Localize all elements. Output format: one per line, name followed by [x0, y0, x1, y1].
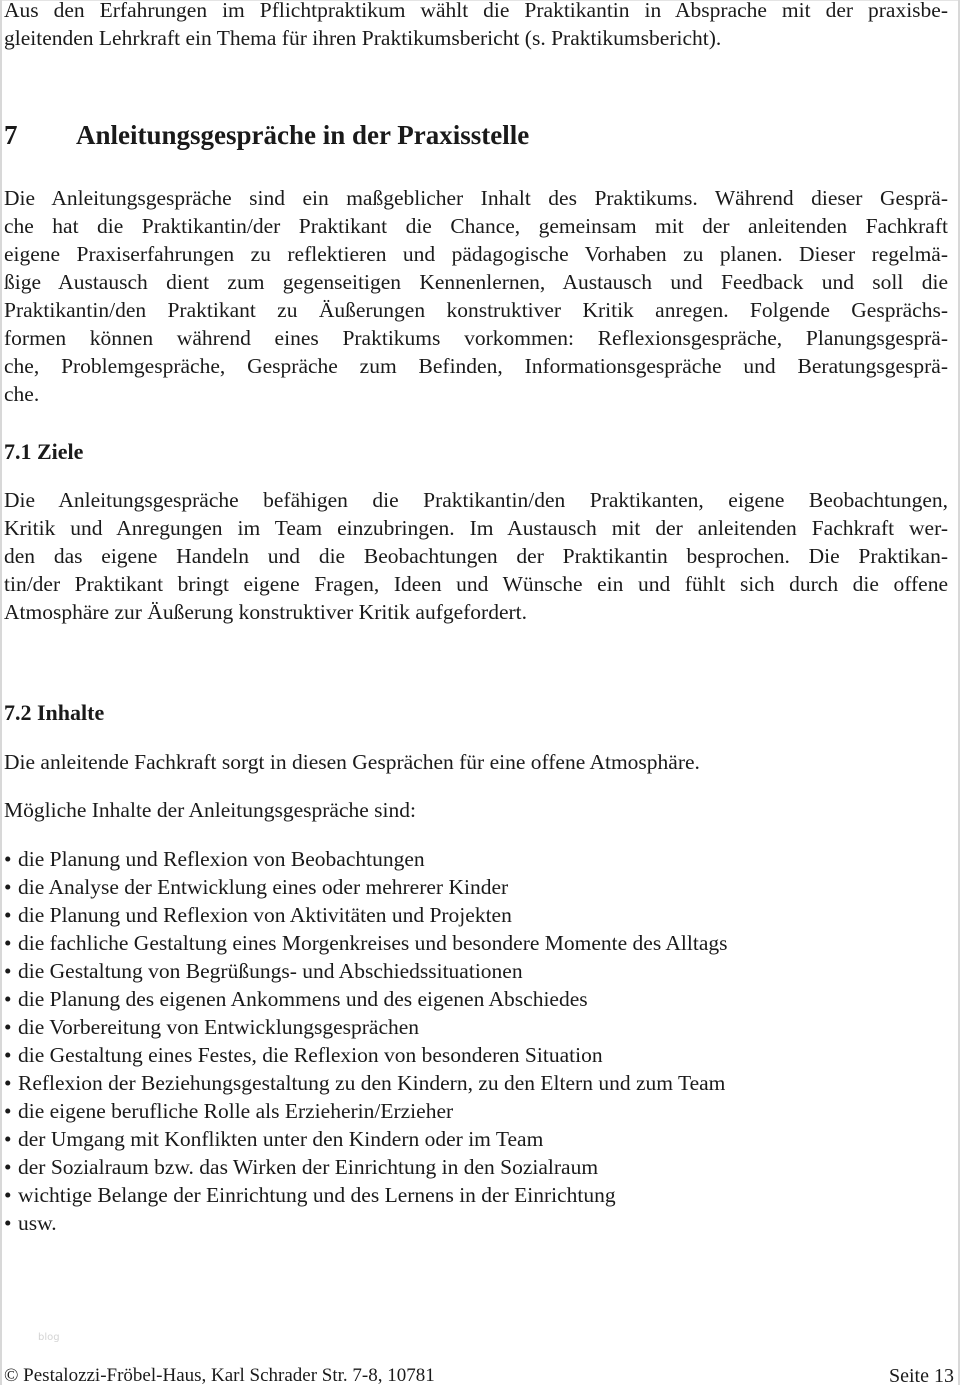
list-item-text: usw.: [18, 1211, 57, 1235]
text-line: Mögliche Inhalte der Anleitungsgespräche sind:: [4, 798, 416, 822]
inhalte-paragraph-2: [4, 796, 948, 824]
list-item: [4, 985, 728, 1013]
list-item-text: wichtige Belange der Einrichtung und des Lernens in der Einrichtung: [18, 1183, 616, 1207]
text-line: den das eigene Handeln und die Beobachtungen der Praktikantin besprochen. Die Praktikan-: [4, 544, 948, 568]
page-border-left: [0, 0, 2, 1385]
watermark-text: blog: [38, 1332, 60, 1343]
footer-page-number: Seite 13: [889, 1365, 954, 1387]
list-item: [4, 957, 728, 985]
text-line: Die anleitende Fachkraft sorgt in diesen Gesprächen für eine offene Atmosphäre.: [4, 750, 700, 774]
list-item-text: die Planung des eigenen Ankommens und des eigenen Abschiedes: [18, 987, 588, 1011]
ziele-paragraph: [4, 486, 948, 626]
text-line: tin/der Praktikant bringt eigene Fragen, Ideen und Wünsche ein und fühlt sich durch die offene: [4, 572, 948, 596]
list-item-text: der Umgang mit Konflikten unter den Kindern oder im Team: [18, 1127, 544, 1151]
text-line: Aus den Erfahrungen im Pflichtpraktikum wählt die Praktikantin in Absprache mit der praxisbe-: [4, 0, 948, 22]
list-item-text: die Planung und Reflexion von Beobachtungen: [18, 847, 425, 871]
list-item: [4, 901, 728, 929]
footer-copyright: © Pestalozzi-Fröbel-Haus, Karl Schrader Str. 7-8, 10781: [4, 1365, 435, 1386]
text-line: gleitenden Lehrkraft ein Thema für ihren Praktikumsbericht (s. Praktikumsbericht).: [4, 26, 722, 50]
section-number: 7: [4, 120, 18, 150]
bullet-icon: •: [4, 959, 12, 983]
list-item: [4, 1125, 728, 1153]
text-line: Die Anleitungsgespräche sind ein maßgeblicher Inhalt des Praktikums. Während dieser Gesprä-: [4, 186, 948, 210]
bullet-icon: •: [4, 987, 12, 1011]
text-line: Die Anleitungsgespräche befähigen die Praktikantin/den Praktikanten, eigene Beobachtungen,: [4, 488, 948, 512]
list-item: [4, 1069, 728, 1097]
subsection-heading-ziele: 7.1 Ziele: [4, 439, 84, 464]
bullet-icon: •: [4, 1155, 12, 1179]
list-item: [4, 1041, 728, 1069]
bullet-icon: •: [4, 1099, 12, 1123]
bullet-icon: •: [4, 1015, 12, 1039]
list-item: [4, 1097, 728, 1125]
inhalte-paragraph-1: [4, 748, 948, 776]
list-item: [4, 1209, 728, 1237]
bullet-icon: •: [4, 1043, 12, 1067]
text-line: Praktikantin/den Praktikant zu Äußerungen konstruktiver Kritik anregen. Folgende Gesprächs-: [4, 298, 948, 322]
text-line: formen können während eines Praktikums vorkommen: Reflexionsgespräche, Planungsgesprä-: [4, 326, 948, 350]
list-item: [4, 873, 728, 901]
text-line: che hat die Praktikantin/der Praktikant die Chance, gemeinsam mit der anleitenden Fachkraft: [4, 214, 948, 238]
section-title: Anleitungsgespräche in der Praxisstelle: [76, 120, 530, 150]
bullet-icon: •: [4, 1127, 12, 1151]
list-item: [4, 1153, 728, 1181]
text-line: Atmosphäre zur Äußerung konstruktiver Kritik aufgefordert.: [4, 600, 528, 624]
bullet-icon: •: [4, 847, 12, 871]
bullet-icon: •: [4, 1211, 12, 1235]
list-item-text: die eigene berufliche Rolle als Erzieherin/Erzieher: [18, 1099, 454, 1123]
list-item-text: die Planung und Reflexion von Aktivitäten und Projekten: [18, 903, 512, 927]
list-item: [4, 1013, 728, 1041]
bullet-icon: •: [4, 931, 12, 955]
list-item: [4, 845, 728, 873]
list-item-text: Reflexion der Beziehungsgestaltung zu den Kindern, zu den Eltern und zum Team: [18, 1071, 726, 1095]
bullet-icon: •: [4, 903, 12, 927]
text-line: Kritik und Anregungen im Team einzubringen. Im Austausch mit der anleitenden Fachkraft wer-: [4, 516, 948, 540]
list-item-text: die fachliche Gestaltung eines Morgenkreises und besondere Momente des Alltags: [18, 931, 728, 955]
section-heading: [4, 118, 529, 152]
text-line: che.: [4, 382, 40, 406]
list-item-text: die Analyse der Entwicklung eines oder mehrerer Kinder: [18, 875, 509, 899]
bullet-icon: •: [4, 875, 12, 899]
bullet-icon: •: [4, 1183, 12, 1207]
section-paragraph: [4, 184, 948, 408]
list-item: [4, 929, 728, 957]
list-item-text: die Vorbereitung von Entwicklungsgesprächen: [18, 1015, 420, 1039]
text-line: eigene Praxiserfahrungen zu reflektieren und pädagogische Vorhaben zu planen. Dieser regelmä-: [4, 242, 948, 266]
intro-paragraph: [4, 0, 948, 52]
text-line: ßige Austausch dient zum gegenseitigen Kennenlernen, Austausch und Feedback und soll die: [4, 270, 948, 294]
list-item-text: die Gestaltung von Begrüßungs- und Abschiedssituationen: [18, 959, 523, 983]
subsection-heading-inhalte: 7.2 Inhalte: [4, 700, 105, 725]
bullet-icon: •: [4, 1071, 12, 1095]
list-item-text: der Sozialraum bzw. das Wirken der Einrichtung in den Sozialraum: [18, 1155, 599, 1179]
text-line: che, Problemgespräche, Gespräche zum Befinden, Informationsgespräche und Beratungsgesprä-: [4, 354, 948, 378]
list-item: [4, 1181, 728, 1209]
inhalte-list: [4, 845, 728, 1237]
list-item-text: die Gestaltung eines Festes, die Reflexion von besonderen Situation: [18, 1043, 603, 1067]
